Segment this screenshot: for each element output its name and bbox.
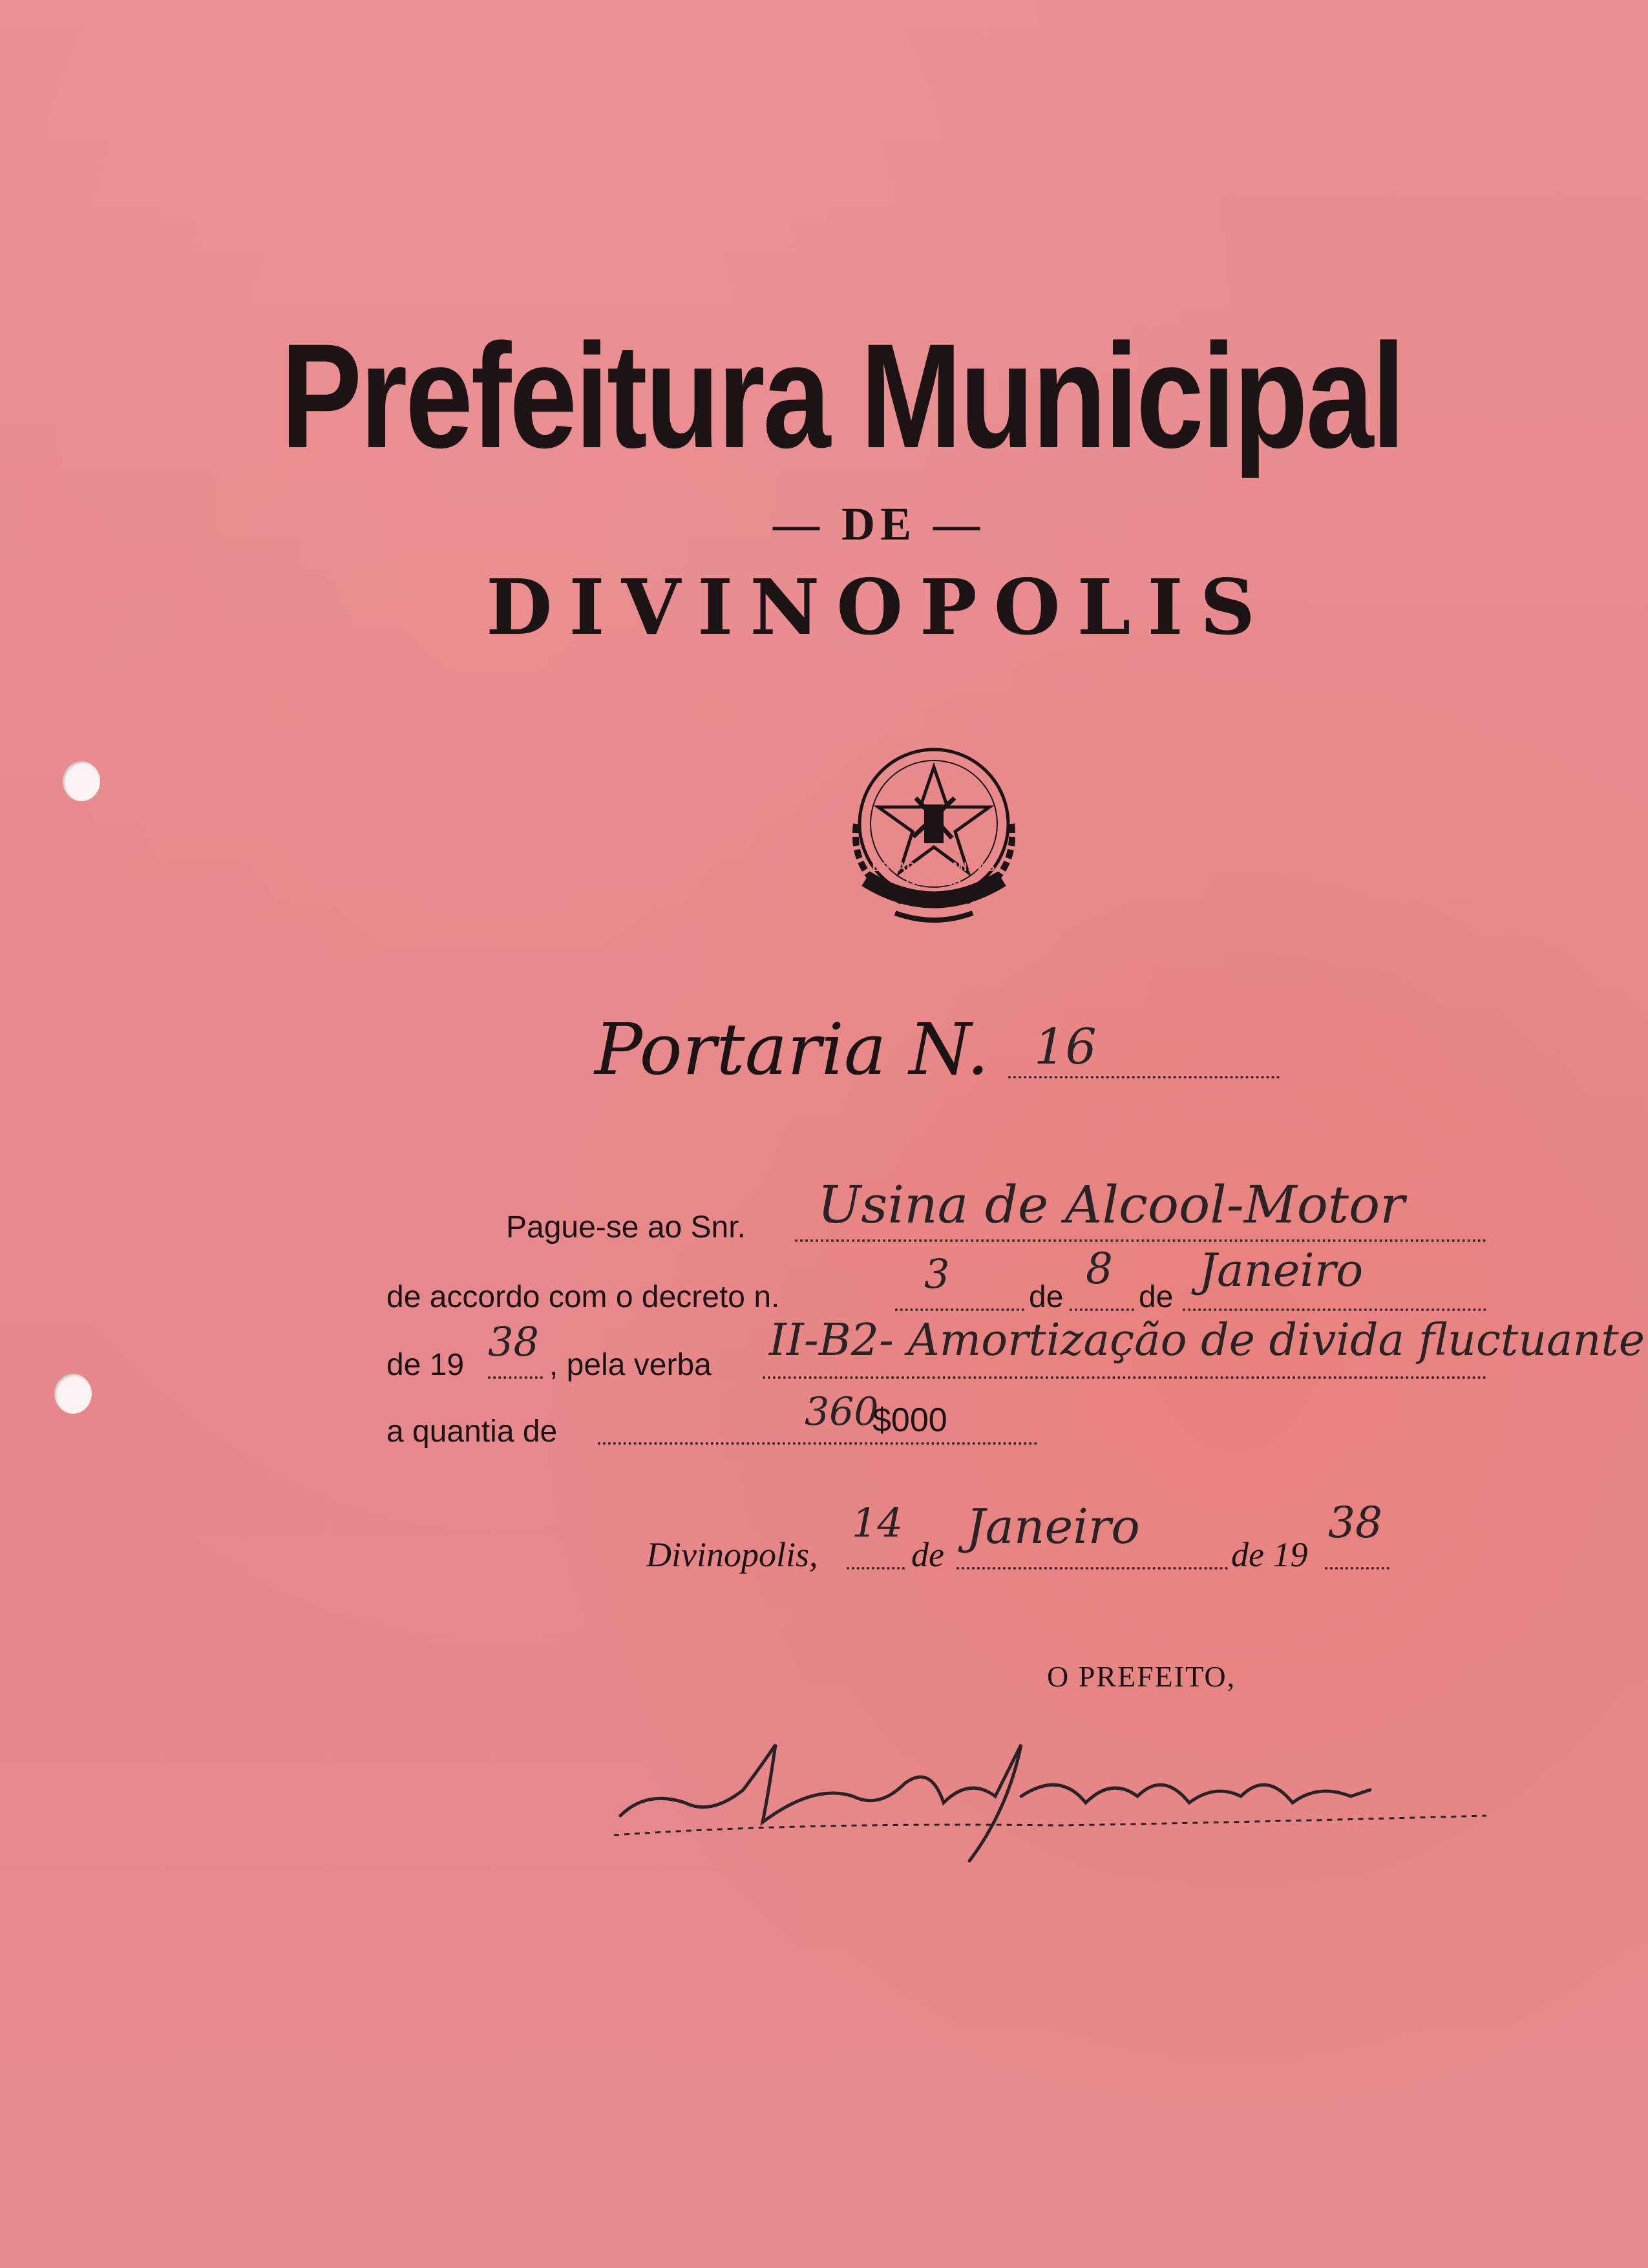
emblem-ring-text: ESTADO DE MINAS GERAES (872, 861, 996, 888)
quantia-unit: $000 (872, 1402, 947, 1439)
signatory-role: O PREFEITO, (1047, 1660, 1236, 1693)
date-month-line (956, 1567, 1228, 1570)
punch-hole-top (63, 761, 100, 801)
page-title: Prefeitura Municipal (280, 313, 1404, 479)
decreto-month-line (1183, 1308, 1486, 1311)
decreto-de-label-2: de (1139, 1280, 1174, 1314)
decreto-number: 3 (924, 1250, 950, 1297)
title-connector: — DE — (772, 498, 986, 550)
ano-value: 38 (488, 1318, 539, 1365)
date-year-line (1325, 1567, 1389, 1570)
bleed-through-text (1086, 149, 1098, 200)
decreto-day-line (1070, 1308, 1134, 1311)
date-city-label: Divinopolis, (646, 1535, 818, 1574)
decreto-month: Janeiro (1199, 1244, 1364, 1297)
verba-label: , pela verba (549, 1348, 712, 1382)
verba-value: II-B2- Amortização de divida fluctuante (769, 1315, 1645, 1366)
date-day-line (847, 1567, 905, 1570)
ano-prefix-label: de 19 (386, 1348, 465, 1382)
quantia-line (598, 1442, 1037, 1445)
minas-gerais-coat-of-arms-icon (830, 727, 1037, 927)
date-day: 14 (852, 1499, 903, 1546)
decreto-de-label-1: de (1029, 1280, 1064, 1314)
city-name: DIVINOPOLIS (486, 562, 1272, 652)
portaria-number: 16 (1034, 1018, 1097, 1075)
pague-line (795, 1239, 1486, 1242)
punch-hole-bottom (54, 1374, 92, 1414)
date-de-label: de (911, 1535, 944, 1574)
ano-line (488, 1376, 543, 1379)
verba-line (763, 1376, 1486, 1379)
signature-name (711, 1783, 977, 1813)
quantia-value: 360 (805, 1389, 879, 1434)
decreto-day: 8 (1086, 1244, 1113, 1294)
date-year-label: de 19 (1231, 1535, 1308, 1574)
portaria-number-line (1008, 1076, 1280, 1078)
portaria-label: Portaria N. (595, 1008, 989, 1091)
payee-name: Usina de Alcool-Motor (818, 1175, 1405, 1235)
pague-label: Pague-se ao Snr. (506, 1210, 746, 1244)
decreto-label: de accordo com o decreto n. (386, 1280, 780, 1314)
date-year: 38 (1328, 1498, 1382, 1548)
decreto-line (895, 1308, 1024, 1311)
date-month: Janeiro (966, 1499, 1140, 1555)
quantia-label: a quantia de (386, 1414, 558, 1449)
